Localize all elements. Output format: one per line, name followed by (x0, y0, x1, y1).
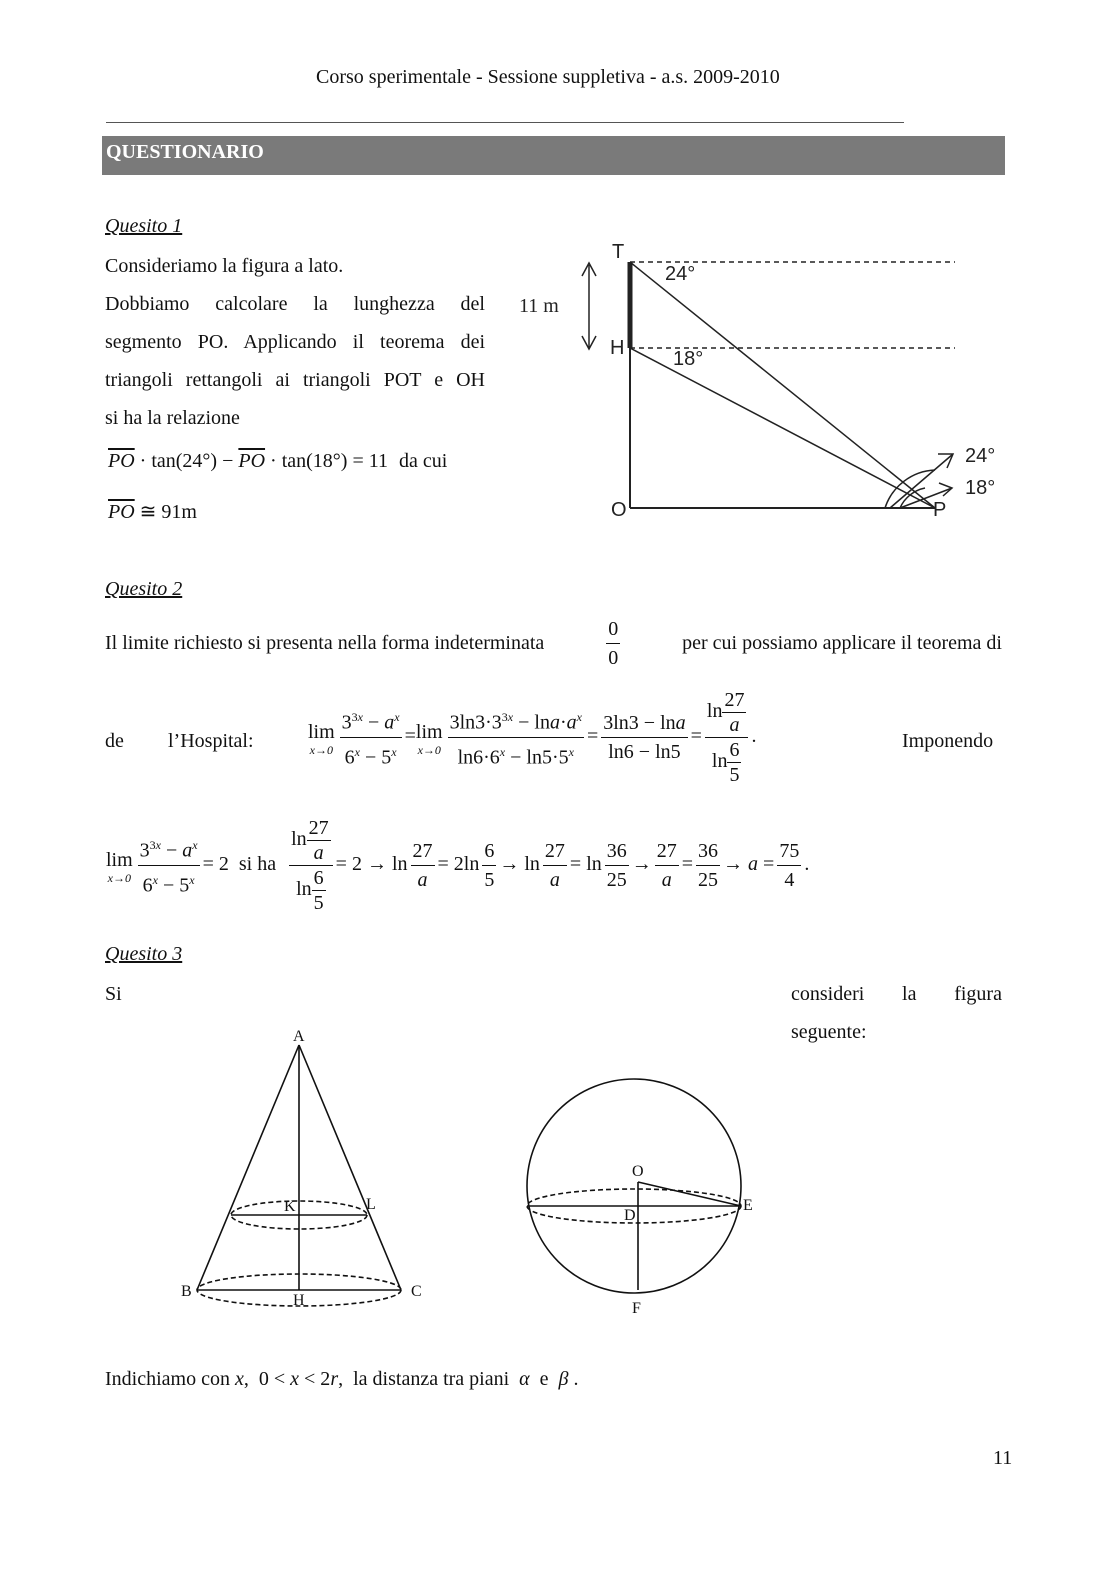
q1-figure (505, 230, 1015, 530)
q1-line: Dobbiamo calcolare la lunghezza del (105, 293, 485, 315)
q3-consideri-line: consideri la figura (791, 983, 1002, 1005)
label-T: T (612, 241, 625, 263)
q1-title: Quesito 1 (105, 215, 183, 237)
q1-line: segmento PO. Applicando il teorema dei (105, 331, 485, 353)
q1-line: Consideriamo la figura a lato. (105, 255, 344, 277)
sphere-label-F: F (632, 1300, 641, 1317)
sphere-label-E: E (743, 1197, 753, 1214)
angle-right-18: 18° (965, 477, 996, 499)
label-O: O (611, 499, 627, 521)
angle-right-24: 24° (965, 445, 996, 467)
q1-text (105, 247, 485, 437)
cone-label-K: K (284, 1198, 296, 1215)
q1-line: si ha la relazione (105, 407, 240, 429)
q2-imponendo: Imponendo (902, 730, 994, 752)
frac-zero-zero: $\frac{0}{0}$ (606, 615, 620, 672)
cone-label-L: L (366, 1196, 376, 1213)
q2-intro: Il limite richiesto si presenta nella forma indeterminata $\frac{0}{0}$ per cui possiamo applicare il teorema di (105, 615, 1002, 672)
height-label: 11 m (519, 295, 559, 317)
q2-hospital: l’Hospital: (168, 730, 254, 752)
sphere-label-O: O (632, 1163, 644, 1180)
label-H: H (610, 337, 625, 359)
label-P: P (933, 499, 947, 521)
cone-label-A: A (293, 1028, 305, 1045)
q3-title: Quesito 3 (105, 943, 183, 965)
cone-label-C: C (411, 1283, 422, 1300)
po-overline: $\overline{PO}$ (238, 450, 266, 472)
po-overline: $\overline{PO}$ (108, 450, 135, 472)
sphere-figure (515, 1070, 775, 1320)
q3-si: Si (105, 983, 122, 1005)
q3-final-line: Indichiamo con x, 0 < x < 2r, la distanza tra piani α e β . (105, 1368, 579, 1390)
po-overline: $\overline{PO}$ (108, 501, 135, 523)
page-header: Corso sperimentale - Sessione suppletiva - a.s. 2009-2010 (316, 66, 780, 88)
section-bar (102, 136, 1005, 175)
cone-label-H: H (293, 1292, 305, 1309)
q3-seguente: seguente: (791, 1021, 867, 1043)
angle-mid: 18° (673, 348, 704, 370)
page-number: 11 (993, 1447, 1013, 1469)
hospital-equation: lim x→0 $\frac{3^{3x} - a^x}{6^x - 5^x}$ = lim x→0 $\frac{3\ln 3\cdot 3^{3x} - \ln a\cdot a^x}{\ln 6\cdot 6^x - \ln 5\cdot 5^x}$ = $\frac{3\ln 3 - \ln a}{\ln 6 - \ln 5}$ = ln $\frac{27}{a}$ ln $\frac{6}{5}$ . (308, 689, 757, 786)
q2-de: de (105, 730, 124, 752)
q1-line: triangoli rettangoli ai triangoli POT e OH (105, 369, 485, 391)
solution-equation: lim x→0 $\frac{3^{3x} - a^x}{6^x - 5^x}$ = 2 si ha ln $\frac{27}{a}$ ln $\frac{6}{5}$ = 2 → ln $\frac{27}{a}$ = 2ln $\frac{6}{5}$ → ln $\frac{27}{a}$ = ln $\frac{36}{25}$ → $\frac{27}{a}$ = $\frac{36}{25}$ → a = $\frac{75}{4}$ . (106, 817, 810, 914)
cone-label-B: B (181, 1283, 192, 1300)
angle-top: 24° (665, 263, 696, 285)
cone-figure (175, 1025, 435, 1325)
q1-result: $\overline{PO}$ ≅ 91m (108, 501, 197, 523)
q2-title: Quesito 2 (105, 578, 183, 600)
header-rule (106, 122, 904, 123)
sphere-label-D: D (624, 1207, 636, 1224)
q1-equation: $\overline{PO} \cdot \tan(24^\circ) - \overline{PO} \cdot \tan(18^\circ) = 11$ da cui (108, 450, 448, 472)
section-bar-label: QUESTIONARIO (106, 141, 264, 163)
